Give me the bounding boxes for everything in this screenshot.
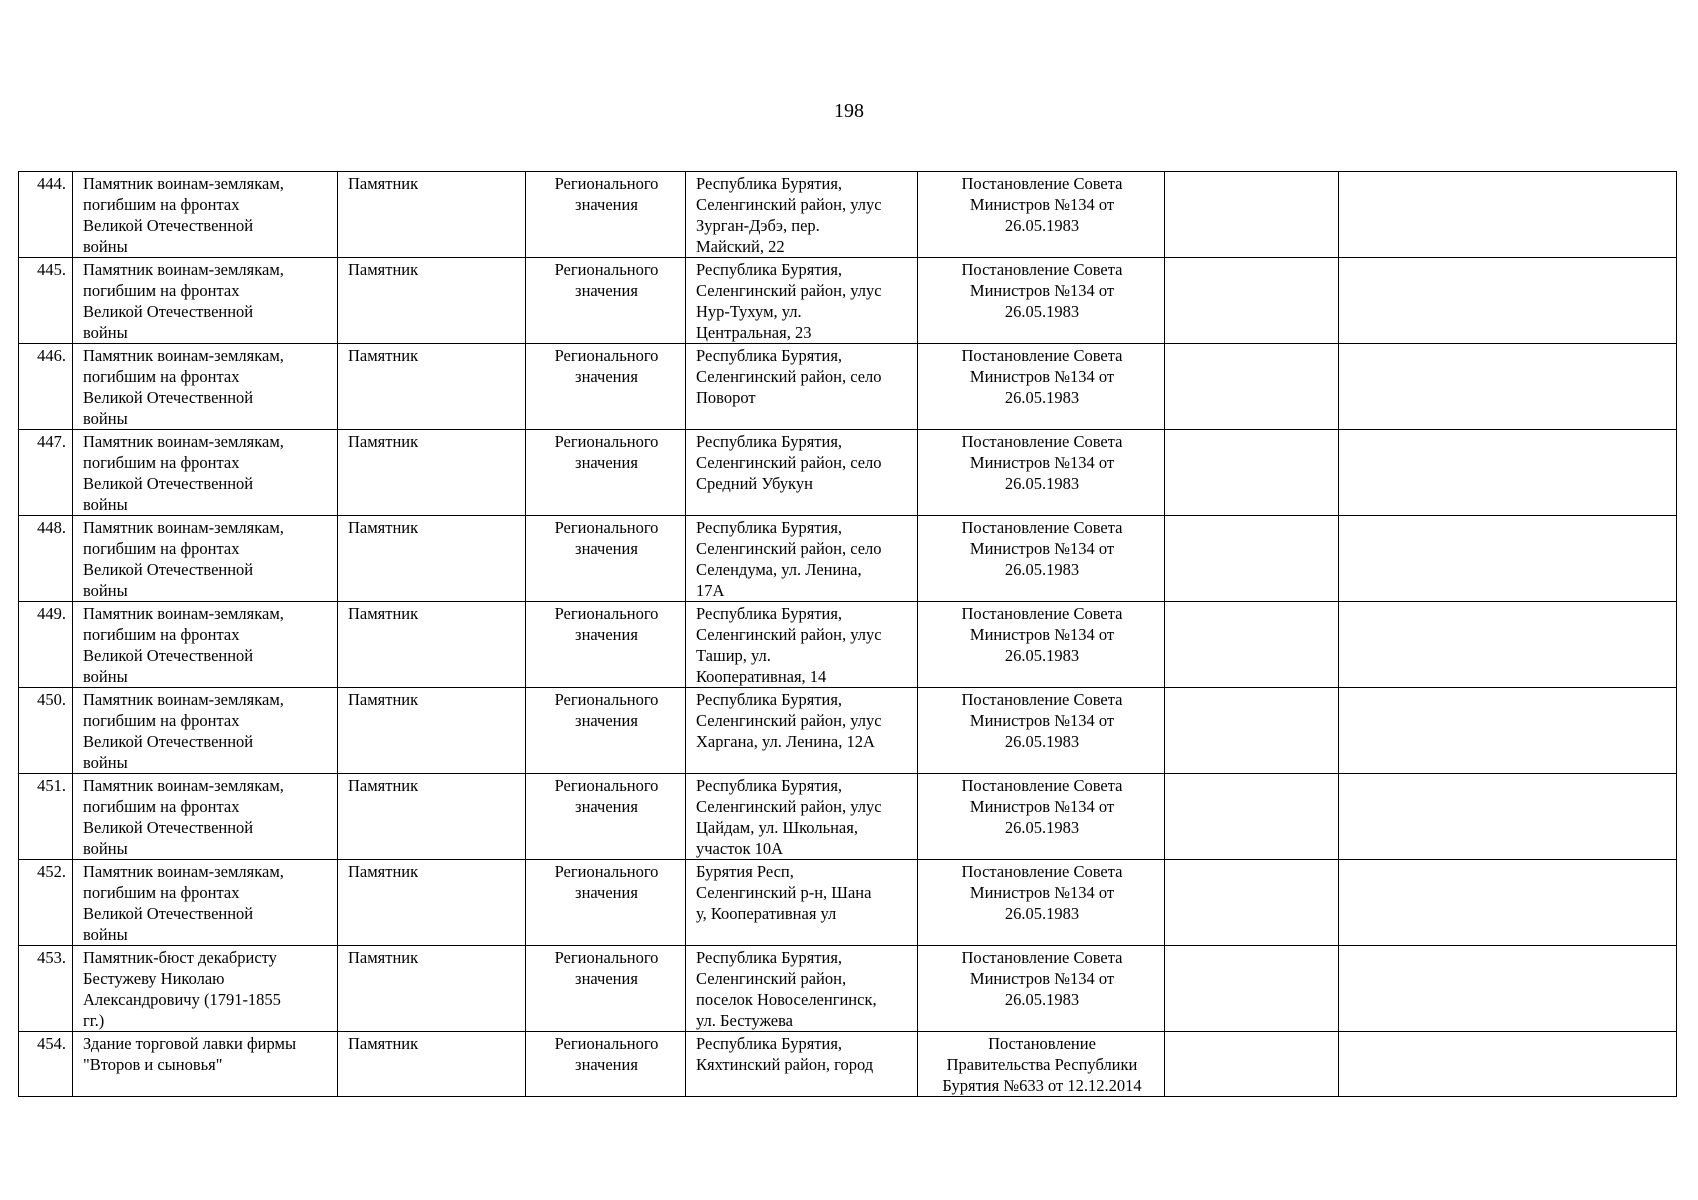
row-number: 445. xyxy=(19,258,73,344)
row-number: 451. xyxy=(19,774,73,860)
object-type: Памятник xyxy=(338,258,526,344)
legal-document: Постановление Совета Министров №134 от 26.05.1983 xyxy=(918,430,1165,516)
legal-document: Постановление Совета Министров №134 от 26.05.1983 xyxy=(918,774,1165,860)
table-row xyxy=(19,774,1677,860)
object-name: Памятник воинам-землякам, погибшим на фронтах Великой Отечественной войны xyxy=(73,430,338,516)
row-number: 449. xyxy=(19,602,73,688)
object-address: Республика Бурятия, Селенгинский район, село Средний Убукун xyxy=(686,430,918,516)
extra-cell-1 xyxy=(1165,602,1339,688)
table-row xyxy=(19,258,1677,344)
object-address: Бурятия Респ, Селенгинский р-н, Шана у, Кооперативная ул xyxy=(686,860,918,946)
table-row xyxy=(19,860,1677,946)
object-category: Регионального значения xyxy=(526,258,686,344)
object-category: Регионального значения xyxy=(526,946,686,1032)
table-row xyxy=(19,172,1677,258)
object-type: Памятник xyxy=(338,688,526,774)
object-type: Памятник xyxy=(338,430,526,516)
object-type: Памятник xyxy=(338,860,526,946)
extra-cell-1 xyxy=(1165,774,1339,860)
table-row xyxy=(19,688,1677,774)
extra-cell-2 xyxy=(1339,516,1677,602)
legal-document: Постановление Правительства Республики Бурятия №633 от 12.12.2014 xyxy=(918,1032,1165,1097)
row-number: 453. xyxy=(19,946,73,1032)
object-type: Памятник xyxy=(338,516,526,602)
row-number: 454. xyxy=(19,1032,73,1097)
object-type: Памятник xyxy=(338,946,526,1032)
row-number: 444. xyxy=(19,172,73,258)
object-type: Памятник xyxy=(338,774,526,860)
object-category: Регионального значения xyxy=(526,430,686,516)
object-name: Здание торговой лавки фирмы "Второв и сыновья" xyxy=(73,1032,338,1097)
object-category: Регионального значения xyxy=(526,172,686,258)
object-address: Республика Бурятия, Селенгинский район, поселок Новоселенгинск, ул. Бестужева xyxy=(686,946,918,1032)
object-type: Памятник xyxy=(338,602,526,688)
extra-cell-2 xyxy=(1339,258,1677,344)
extra-cell-2 xyxy=(1339,774,1677,860)
extra-cell-2 xyxy=(1339,860,1677,946)
legal-document: Постановление Совета Министров №134 от 26.05.1983 xyxy=(918,172,1165,258)
table-row xyxy=(19,516,1677,602)
object-address: Республика Бурятия, Селенгинский район, село Поворот xyxy=(686,344,918,430)
extra-cell-1 xyxy=(1165,688,1339,774)
object-name: Памятник воинам-землякам, погибшим на фронтах Великой Отечественной войны xyxy=(73,688,338,774)
extra-cell-2 xyxy=(1339,1032,1677,1097)
object-category: Регионального значения xyxy=(526,516,686,602)
heritage-registry-table xyxy=(18,171,1677,1097)
object-category: Регионального значения xyxy=(526,774,686,860)
object-category: Регионального значения xyxy=(526,860,686,946)
legal-document: Постановление Совета Министров №134 от 26.05.1983 xyxy=(918,516,1165,602)
extra-cell-1 xyxy=(1165,430,1339,516)
object-type: Памятник xyxy=(338,172,526,258)
extra-cell-1 xyxy=(1165,516,1339,602)
legal-document: Постановление Совета Министров №134 от 26.05.1983 xyxy=(918,602,1165,688)
legal-document: Постановление Совета Министров №134 от 26.05.1983 xyxy=(918,344,1165,430)
object-category: Регионального значения xyxy=(526,344,686,430)
object-name: Памятник-бюст декабристу Бестужеву Николаю Александровичу (1791-1855 гг.) xyxy=(73,946,338,1032)
extra-cell-2 xyxy=(1339,172,1677,258)
row-number: 447. xyxy=(19,430,73,516)
object-category: Регионального значения xyxy=(526,1032,686,1097)
extra-cell-1 xyxy=(1165,172,1339,258)
object-address: Республика Бурятия, Селенгинский район, улус Ташир, ул. Кооперативная, 14 xyxy=(686,602,918,688)
object-category: Регионального значения xyxy=(526,602,686,688)
object-address: Республика Бурятия, Кяхтинский район, город xyxy=(686,1032,918,1097)
extra-cell-2 xyxy=(1339,602,1677,688)
object-type: Памятник xyxy=(338,344,526,430)
table-row xyxy=(19,602,1677,688)
legal-document: Постановление Совета Министров №134 от 26.05.1983 xyxy=(918,688,1165,774)
legal-document: Постановление Совета Министров №134 от 26.05.1983 xyxy=(918,258,1165,344)
extra-cell-1 xyxy=(1165,860,1339,946)
table-row xyxy=(19,1032,1677,1097)
object-name: Памятник воинам-землякам, погибшим на фронтах Великой Отечественной войны xyxy=(73,774,338,860)
row-number: 446. xyxy=(19,344,73,430)
object-name: Памятник воинам-землякам, погибшим на фронтах Великой Отечественной войны xyxy=(73,344,338,430)
row-number: 448. xyxy=(19,516,73,602)
page-number: 198 xyxy=(834,100,864,122)
extra-cell-1 xyxy=(1165,344,1339,430)
extra-cell-1 xyxy=(1165,946,1339,1032)
extra-cell-1 xyxy=(1165,1032,1339,1097)
extra-cell-2 xyxy=(1339,344,1677,430)
object-name: Памятник воинам-землякам, погибшим на фронтах Великой Отечественной войны xyxy=(73,172,338,258)
legal-document: Постановление Совета Министров №134 от 26.05.1983 xyxy=(918,860,1165,946)
object-address: Республика Бурятия, Селенгинский район, улус Зурган-Дэбэ, пер. Майский, 22 xyxy=(686,172,918,258)
object-name: Памятник воинам-землякам, погибшим на фронтах Великой Отечественной войны xyxy=(73,258,338,344)
extra-cell-2 xyxy=(1339,946,1677,1032)
object-name: Памятник воинам-землякам, погибшим на фронтах Великой Отечественной войны xyxy=(73,602,338,688)
object-type: Памятник xyxy=(338,1032,526,1097)
table-row xyxy=(19,946,1677,1032)
object-address: Республика Бурятия, Селенгинский район, улус Нур-Тухум, ул. Центральная, 23 xyxy=(686,258,918,344)
table-row xyxy=(19,344,1677,430)
legal-document: Постановление Совета Министров №134 от 26.05.1983 xyxy=(918,946,1165,1032)
row-number: 450. xyxy=(19,688,73,774)
object-name: Памятник воинам-землякам, погибшим на фронтах Великой Отечественной войны xyxy=(73,860,338,946)
extra-cell-1 xyxy=(1165,258,1339,344)
object-address: Республика Бурятия, Селенгинский район, село Селендума, ул. Ленина, 17А xyxy=(686,516,918,602)
object-address: Республика Бурятия, Селенгинский район, улус Цайдам, ул. Школьная, участок 10А xyxy=(686,774,918,860)
object-category: Регионального значения xyxy=(526,688,686,774)
extra-cell-2 xyxy=(1339,688,1677,774)
table-row xyxy=(19,430,1677,516)
extra-cell-2 xyxy=(1339,430,1677,516)
row-number: 452. xyxy=(19,860,73,946)
object-name: Памятник воинам-землякам, погибшим на фронтах Великой Отечественной войны xyxy=(73,516,338,602)
object-address: Республика Бурятия, Селенгинский район, улус Харгана, ул. Ленина, 12А xyxy=(686,688,918,774)
